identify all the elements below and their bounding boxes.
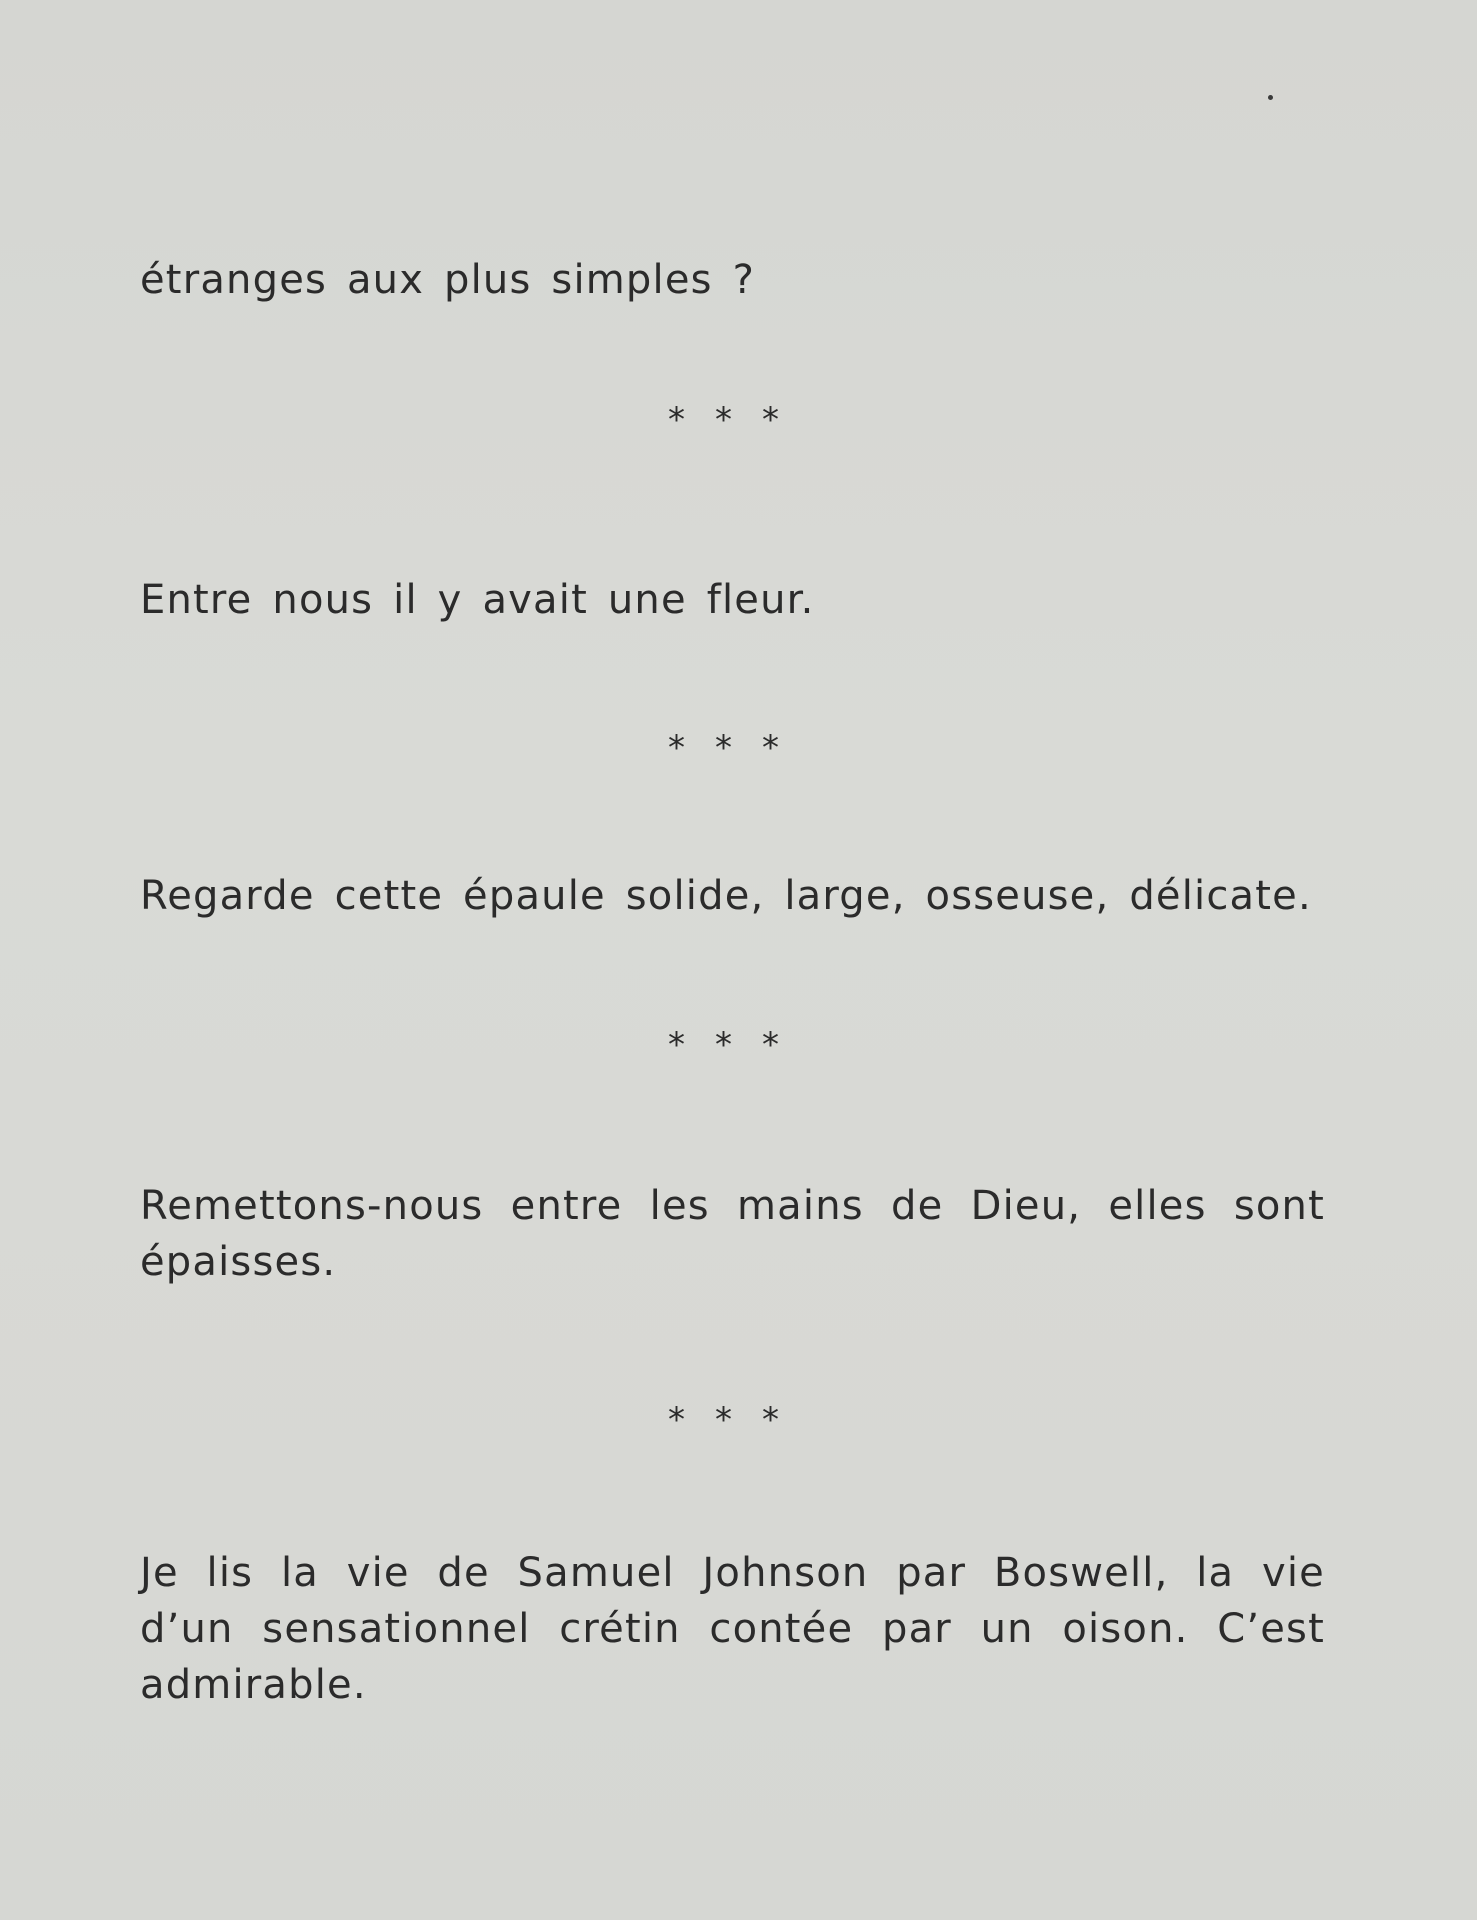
paragraph-4: Remettons-nous entre les mains de Dieu, elles sont épaisses. bbox=[140, 1183, 1325, 1285]
separator-1: *** bbox=[668, 400, 809, 440]
paragraph-3: Regarde cette épaule solide, large, osseuse, délicate. bbox=[140, 873, 1312, 919]
paragraph-5: Je lis la vie de Samuel Johnson par Boswell, la vie d’un sensationnel crétin contée par un oison. C’est admirable. bbox=[140, 1550, 1325, 1708]
paragraph-1: étranges aux plus simples ? bbox=[140, 257, 756, 303]
separator-2: *** bbox=[668, 728, 809, 768]
paragraph-2: Entre nous il y avait une fleur. bbox=[140, 577, 815, 623]
separator-4: *** bbox=[668, 1400, 809, 1440]
separator-3: *** bbox=[668, 1025, 809, 1065]
ink-speck bbox=[1268, 95, 1273, 100]
